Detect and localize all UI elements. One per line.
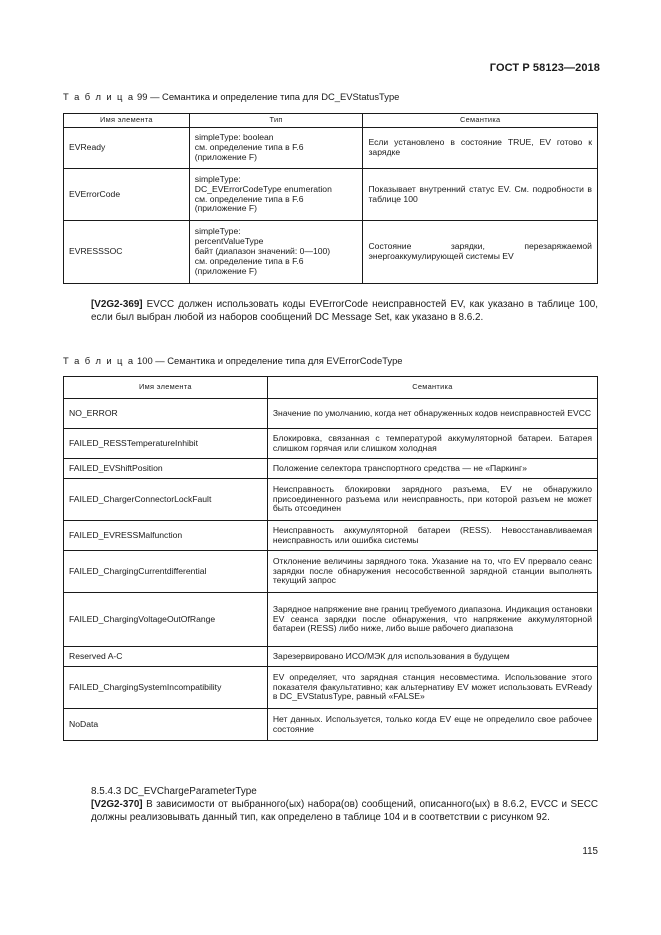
document-header: ГОСТ Р 58123—2018 (489, 62, 600, 74)
type-line: см. определение типа в F.6 (194, 193, 304, 204)
type-line: simpleType: boolean (194, 132, 274, 143)
semantics-cell: Неисправность аккумуляторной батареи (RESS). Невосстанавливаемая неисправность или ошибка системы (267, 521, 597, 551)
table-header-row (64, 377, 598, 399)
semantics-cell: Если установлено в состояние TRUE, EV готово к зарядке (363, 128, 598, 169)
table-row (64, 551, 598, 593)
semantics-cell: Блокировка, связанная с температурой аккумуляторной батареи. Батарея слишком горячая или слишком холодная (267, 429, 597, 459)
table-row (64, 667, 598, 709)
element-name-cell: FAILED_RESSTemperatureInhibit (64, 429, 268, 459)
requirement-text: В зависимости от выбранного(ых) набора(ов) сообщений, описанного(ых) в 8.6.2, EVCC и SECC должны реализовывать данный тип, как определено в таблице 104 и в соответствии с рисунком 92. (91, 799, 598, 823)
type-line: simpleType: (194, 173, 241, 184)
element-name-cell: NO_ERROR (64, 399, 268, 429)
semantics-cell: Положение селектора транспортного средства — не «Паркинг» (267, 459, 597, 479)
section-heading: 8.5.4.3 DC_EVChargeParameterType (91, 786, 257, 797)
table-row (64, 459, 598, 479)
semantics-cell: Отклонение величины зарядного тока. Указание на то, что EV прервало сеанс зарядки после обнаружения несособственной зарядной станции выполнять текущий запрос (267, 551, 597, 593)
table-row (64, 479, 598, 521)
requirement-v2g2-369 (91, 299, 598, 325)
type-line: см. определение типа в F.6 (194, 142, 304, 153)
element-name-cell: EVRESSSOC (64, 221, 190, 284)
element-name-cell: EVReady (64, 128, 190, 169)
caption-lead: Т а б л и ц а (63, 355, 135, 366)
type-line: DC_EVErrorCodeType enumeration (194, 183, 332, 194)
semantics-cell: Состояние зарядки, перезаряжаемой энергоаккумулирующей системы EV (363, 221, 598, 284)
table-header-row (64, 114, 598, 128)
semantics-cell: Зарезервировано ИСО/МЭК для использования в будущем (267, 647, 597, 667)
table-99-caption (63, 91, 399, 102)
table-row (64, 429, 598, 459)
type-line: (приложение F) (194, 265, 258, 276)
semantics-cell: Значение по умолчанию, когда нет обнаруженных кодов неисправностей EVCC (267, 399, 597, 429)
table-row (64, 593, 598, 647)
requirement-id: [V2G2-370] (91, 799, 143, 810)
element-name-cell: FAILED_ChargingCurrentdifferential (64, 551, 268, 593)
column-header-semantics: Семантика (363, 114, 598, 128)
column-header-semantics: Семантика (267, 377, 597, 399)
table-row (64, 709, 598, 741)
semantics-cell: Неисправность блокировки зарядного разъема, EV не обнаружило присоединенного разъема или неисправность, при которой разъем не может быть отсоединен (267, 479, 597, 521)
table-row (64, 128, 598, 169)
semantics-cell: Зарядное напряжение вне границ требуемого диапазона. Индикация остановки EV сеанса зарядки после обнаружения, что напряжение аккумуляторной батареи (RESS) либо ниже, либо выше рабочего диапазона (267, 593, 597, 647)
page-number: 115 (582, 846, 598, 857)
element-name-cell: FAILED_ChargingSystemIncompatibility (64, 667, 268, 709)
semantics-cell: Показывает внутренний статус EV. См. подробности в таблице 100 (363, 169, 598, 221)
element-name-cell: FAILED_ChargingVoltageOutOfRange (64, 593, 268, 647)
column-header-name: Имя элемента (64, 114, 190, 128)
type-line: (приложение F) (194, 151, 258, 162)
type-line: simpleType: (194, 226, 241, 237)
requirement-v2g2-370 (91, 799, 598, 825)
element-name-cell: NoData (64, 709, 268, 741)
semantics-cell: Нет данных. Используется, только когда EV еще не определило свое рабочее состояние (267, 709, 597, 741)
caption-text: 100 — Семантика и определение типа для EVErrorCodeType (134, 355, 403, 366)
requirement-id: [V2G2-369] (91, 299, 143, 310)
type-cell (189, 128, 363, 169)
table-99 (63, 113, 598, 284)
table-100-caption (63, 355, 403, 366)
type-line: percentValueType (194, 236, 264, 247)
table-row (64, 399, 598, 429)
type-cell (189, 169, 363, 221)
type-line: байт (диапазон значений: 0—100) (194, 246, 331, 257)
table-row (64, 221, 598, 284)
element-name-cell: EVErrorCode (64, 169, 190, 221)
column-header-type: Тип (189, 114, 363, 128)
table-100 (63, 376, 598, 741)
column-header-name: Имя элемента (64, 377, 268, 399)
caption-text: 99 — Семантика и определение типа для DC_EVStatusType (134, 91, 400, 102)
element-name-cell: FAILED_EVShiftPosition (64, 459, 268, 479)
element-name-cell: FAILED_ChargerConnectorLockFault (64, 479, 268, 521)
element-name-cell: Reserved A-C (64, 647, 268, 667)
requirement-text: EVCC должен использовать коды EVErrorCode неисправностей EV, как указано в таблице 100, если был выбран любой из наборов сообщений DC Message Set, как указано в 8.6.2. (91, 299, 598, 323)
type-cell (189, 221, 363, 284)
caption-lead: Т а б л и ц а (63, 91, 135, 102)
type-line: см. определение типа в F.6 (194, 255, 304, 266)
semantics-cell: EV определяет, что зарядная станция несовместима. Использование этого показателя факультативно; как альтернативу EV может использовать EVReady в DC_EVStatusType, равный «FALSE» (267, 667, 597, 709)
type-line: (приложение F) (194, 203, 258, 214)
element-name-cell: FAILED_EVRESSMalfunction (64, 521, 268, 551)
table-row (64, 169, 598, 221)
table-row (64, 647, 598, 667)
table-row (64, 521, 598, 551)
